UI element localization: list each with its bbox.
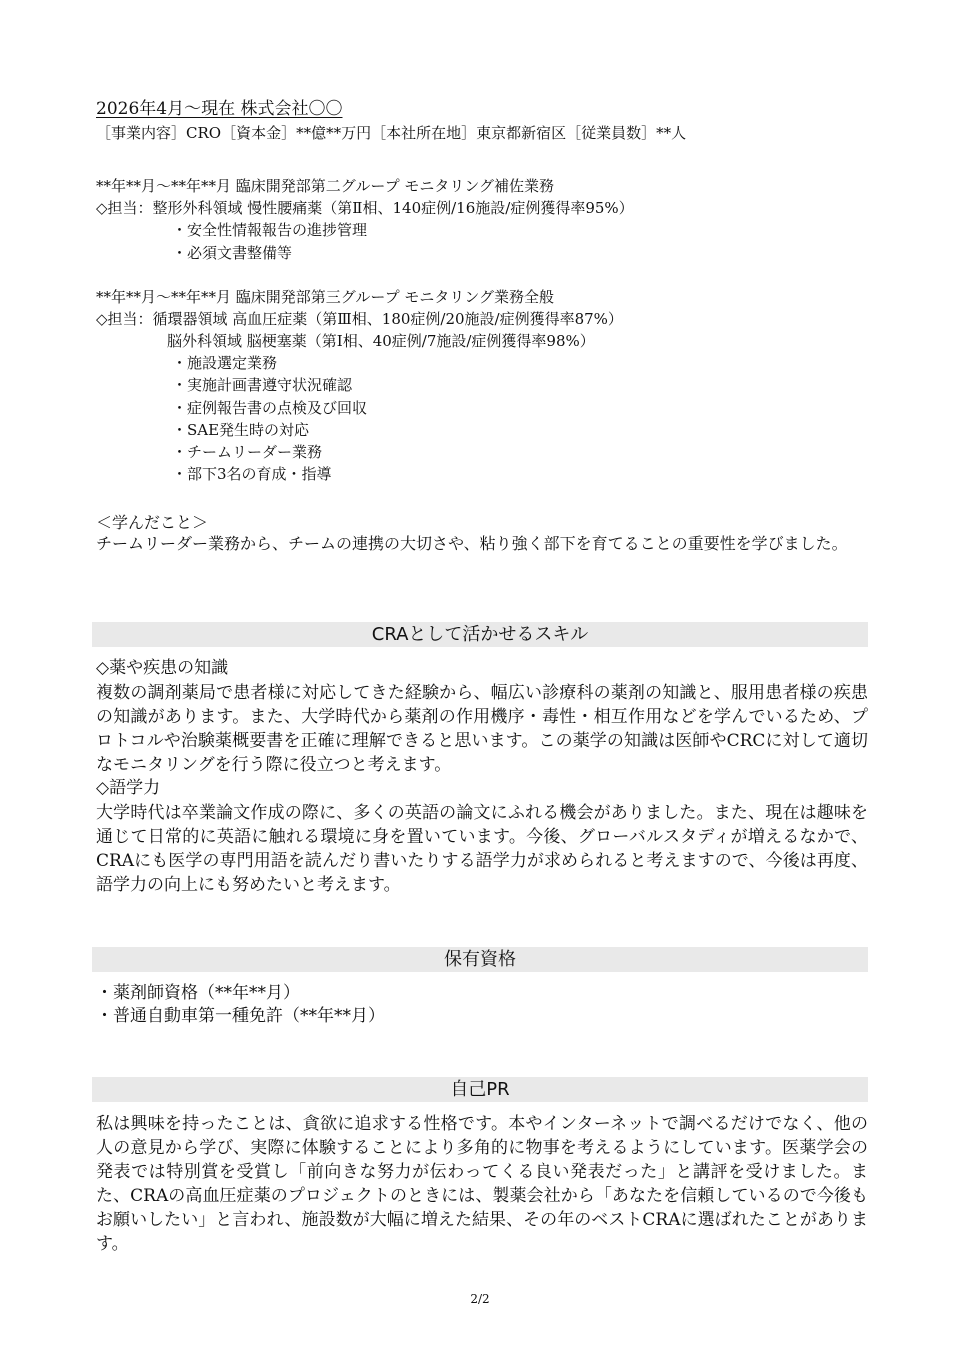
period2-task: ・SAE発生時の対応 [172,421,310,439]
period1-task: ・必須文書整備等 [172,244,293,262]
skills-sub-language: ◇語学力 [96,778,161,798]
period2-task: ・実施計画書遵守状況確認 [172,376,353,394]
period2-assignment-2: 脳外科領域 脳梗塞薬（第Ⅰ相、40症例/7施設/症例獲得率98%） [167,332,595,350]
skills-language-text: 大学時代は卒業論文作成の際に、多くの英語の論文にふれる機会がありました。また、現在は趣味を通じて日常的に英語に触れる環境に身を置いています。今後、グローバルスタディが増えるなかで、CRAにも医学の専門用語を読んだり書いたりする語学力が求められると考えますので、今後は再度、語学力の向上にも努めたいと考えます。 [96,803,868,895]
period1-header: **年**月～**年**月 臨床開発部第二グループ モニタリング補佐業務 [96,177,555,195]
qualification-item: ・薬剤師資格（**年**月） [96,983,300,1003]
learned-heading: ＜学んだこと＞ [96,513,209,532]
period2-header: **年**月～**年**月 臨床開発部第三グループ モニタリング業務全般 [96,288,555,306]
page-number: 2/2 [470,1292,490,1306]
pr-section-heading: 自己PR [92,1077,868,1102]
period2-task: ・チームリーダー業務 [172,443,323,461]
period2-task: ・症例報告書の点検及び回収 [172,399,368,417]
company-info: ［事業内容］CRO［資本金］**億**万円［本社所在地］東京都新宿区［従業員数］**人 [96,124,687,142]
company-title: 2026年4月～現在 株式会社〇〇 [96,99,343,119]
skills-sub-knowledge: ◇薬や疾患の知識 [96,658,229,678]
skills-knowledge-text: 複数の調剤薬局で患者様に対応してきた経験から、幅広い診療科の薬剤の知識と、服用患者様の疾患の知識があります。また、大学時代から薬剤の作用機序・毒性・相互作用などを学んでいるため、プロトコルや治験薬概要書を正確に理解できると思います。この薬学の知識は医師やCRCに対して適切なモニタリングを行う際に役立つと考えます。 [96,683,868,775]
qualifications-section-heading: 保有資格 [92,947,868,972]
qualification-item: ・普通自動車第一種免許（**年**月） [96,1006,385,1026]
pr-text: 私は興味を持ったことは、貪欲に追求する性格です。本やインターネットで調べるだけでなく、他の人の意見から学び、実際に体験することにより多角的に物事を考えるようにしています。医薬学会の発表では特別賞を受賞し「前向きな努力が伝わってくる良い発表だった」と講評を受けました。また、CRAの高血圧症薬のプロジェクトのときには、製薬会社から「あなたを信頼しているので今後もお願いしたい」と言われ、施設数が大幅に増えた結果、その年のベストCRAに選ばれたことがあります。 [96,1114,868,1254]
skills-section-heading: CRAとして活かせるスキル [92,622,868,647]
period1-task: ・安全性情報報告の進捗管理 [172,221,368,239]
period2-assignment: ◇担当：循環器領域 高血圧症薬（第Ⅲ相、180症例/20施設/症例獲得率87%） [96,310,623,328]
period2-task: ・施設選定業務 [172,354,278,372]
learned-text: チームリーダー業務から、チームの連携の大切さや、粘り強く部下を育てることの重要性を学びました。 [96,534,848,553]
period2-task: ・部下3名の育成・指導 [172,465,332,483]
period1-assignment: ◇担当：整形外科領域 慢性腰痛薬（第Ⅱ相、140症例/16施設/症例獲得率95%） [96,199,634,217]
